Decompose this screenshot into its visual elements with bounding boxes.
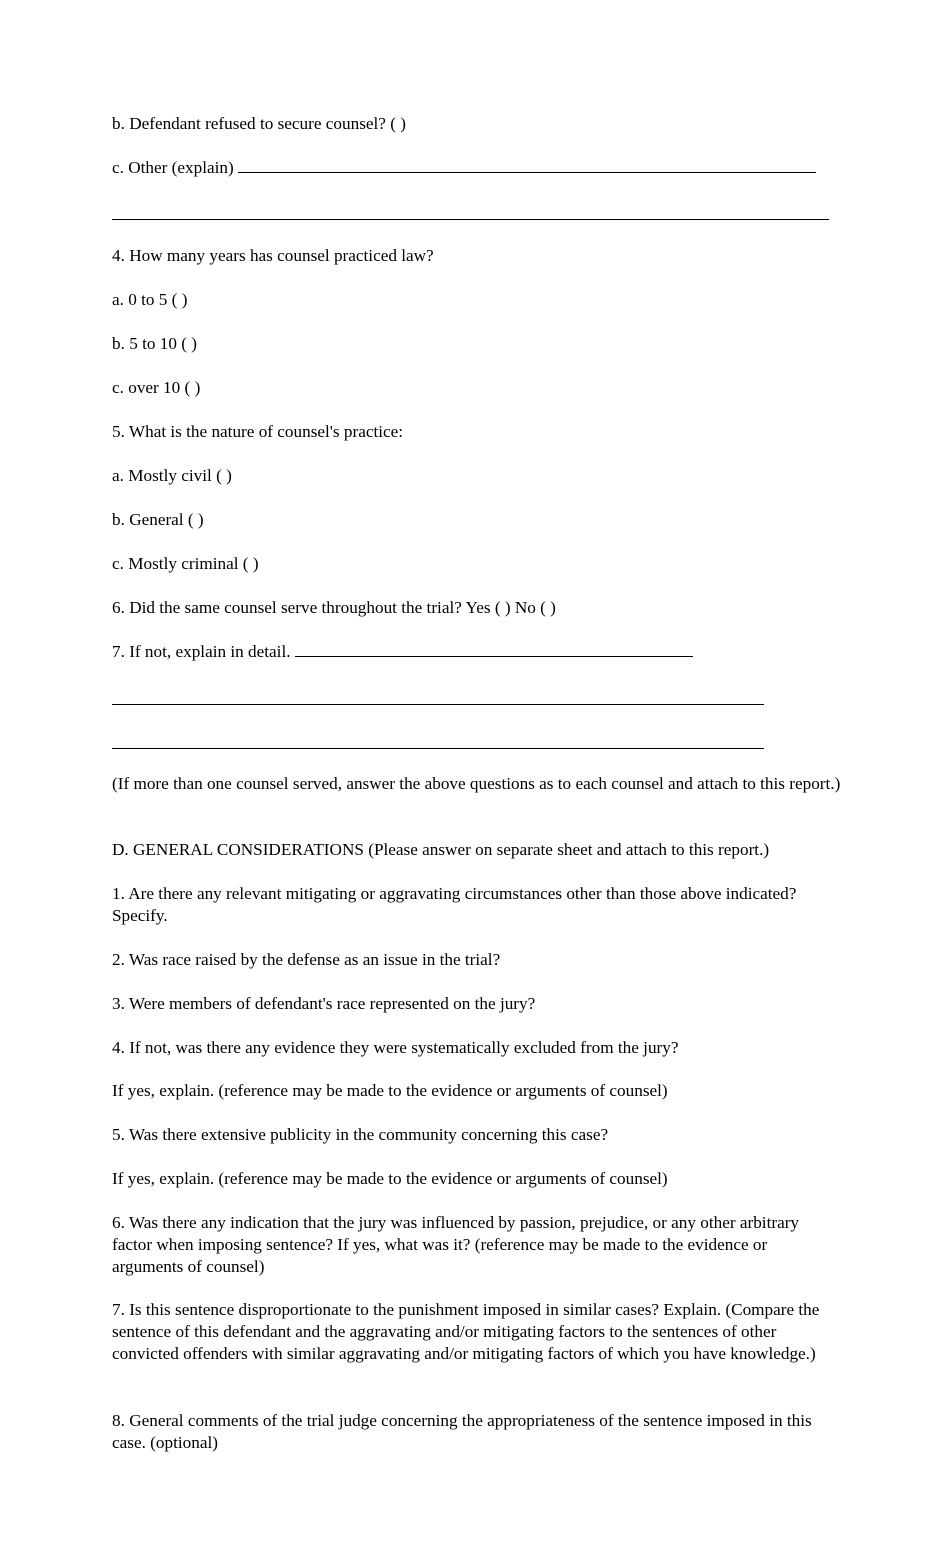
general-question-2: 2. Was race raised by the defense as an issue in the trial? bbox=[112, 950, 501, 969]
general-question-4-explain: If yes, explain. (reference may be made to the evidence or arguments of counsel) bbox=[112, 1081, 668, 1100]
general-question-4: 4. If not, was there any evidence they were systematically excluded from the jury? bbox=[112, 1038, 679, 1057]
general-question-5: 5. Was there extensive publicity in the community concerning this case? bbox=[112, 1125, 609, 1144]
question-3c-label: c. Other (explain) bbox=[112, 158, 234, 177]
general-question-7: 7. Is this sentence disproportionate to the punishment imposed in similar cases? Explain. (Compare the sentence of this defendant and the aggravating and/or mitigating factors to the sentences of other convicted offenders with similar aggravating and/or mitigating factors of which you have knowledge.) bbox=[112, 1300, 820, 1363]
general-question-3: 3. Were members of defendant's race represented on the jury? bbox=[112, 994, 536, 1013]
explain-detail-blank-line-3[interactable] bbox=[112, 748, 764, 749]
question-3c-other bbox=[112, 157, 816, 179]
question-7-label: 7. If not, explain in detail. bbox=[112, 642, 291, 661]
explain-detail-blank-line-2[interactable] bbox=[112, 704, 764, 705]
general-question-8: 8. General comments of the trial judge concerning the appropriateness of the sentence imposed in this case. (optional) bbox=[112, 1411, 812, 1452]
section-d-heading: D. GENERAL CONSIDERATIONS (Please answer on separate sheet and attach to this report.) bbox=[112, 840, 770, 859]
question-7-explain bbox=[112, 641, 693, 663]
option-5a: a. Mostly civil ( ) bbox=[112, 466, 232, 485]
option-4b: b. 5 to 10 ( ) bbox=[112, 334, 197, 353]
question-3b-refused-counsel: b. Defendant refused to secure counsel? ( ) bbox=[112, 114, 406, 133]
other-explain-blank-line-2[interactable] bbox=[112, 219, 829, 220]
other-explain-blank[interactable] bbox=[238, 171, 816, 173]
question-6-same-counsel: 6. Did the same counsel serve throughout the trial? Yes ( ) No ( ) bbox=[112, 598, 556, 617]
question-5-nature-of-practice: 5. What is the nature of counsel's practice: bbox=[112, 422, 404, 441]
option-5c: c. Mostly criminal ( ) bbox=[112, 554, 259, 573]
option-5b: b. General ( ) bbox=[112, 510, 204, 529]
general-question-1: 1. Are there any relevant mitigating or aggravating circumstances other than those above indicated? Specify. bbox=[112, 884, 797, 925]
explain-detail-blank[interactable] bbox=[295, 655, 693, 657]
form-page bbox=[112, 0, 842, 1567]
general-question-5-explain: If yes, explain. (reference may be made to the evidence or arguments of counsel) bbox=[112, 1169, 668, 1188]
option-4c: c. over 10 ( ) bbox=[112, 378, 201, 397]
question-4-years-practiced: 4. How many years has counsel practiced law? bbox=[112, 246, 434, 265]
option-4a: a. 0 to 5 ( ) bbox=[112, 290, 188, 309]
multiple-counsel-note: (If more than one counsel served, answer the above questions as to each counsel and attach to this report.) bbox=[112, 774, 841, 793]
general-question-6: 6. Was there any indication that the jury was influenced by passion, prejudice, or any other arbitrary factor when imposing sentence? If yes, what was it? (reference may be made to the evidence or arguments of counsel) bbox=[112, 1213, 800, 1276]
